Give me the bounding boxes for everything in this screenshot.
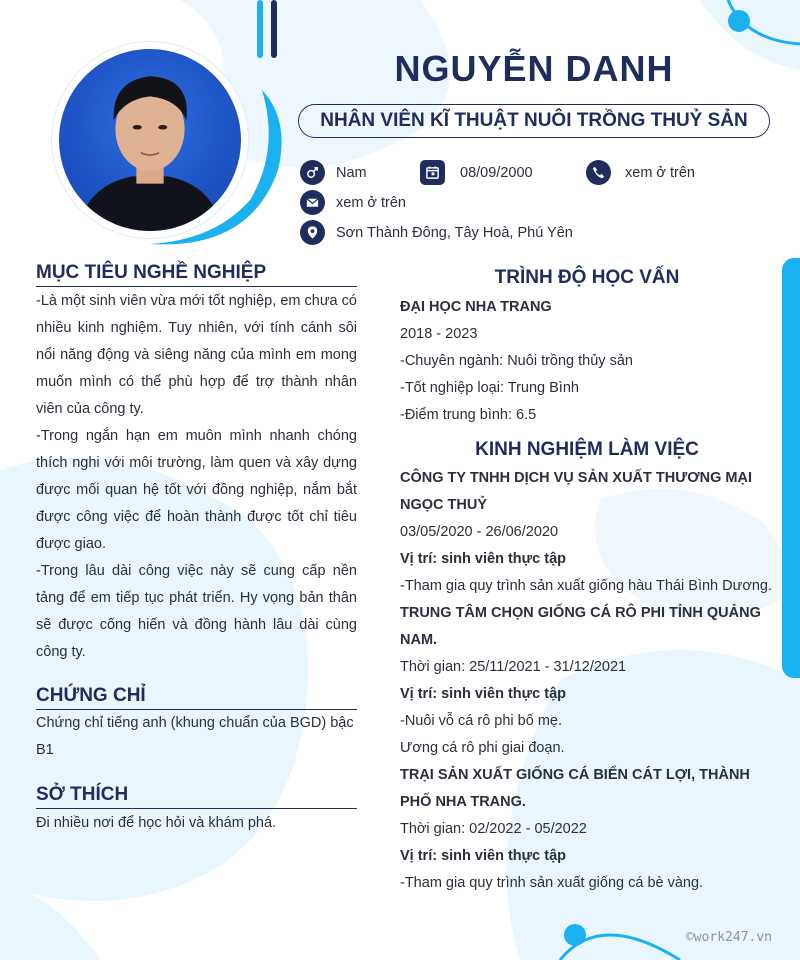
- experience-section: [400, 436, 774, 897]
- job-time: Thời gian: 02/2022 - 05/2022: [400, 821, 587, 837]
- job-position: Vị trí: sinh viên thực tập: [400, 551, 566, 567]
- job-description: Ương cá rô phi giai đoạn.: [400, 740, 565, 756]
- hobbies-divider: [36, 808, 357, 809]
- job-time: Thời gian: 25/11/2021 - 31/12/2021: [400, 659, 627, 675]
- job-description: -Tham gia quy trình sản xuất giống hàu Thái Bình Dương.: [400, 578, 772, 594]
- job-position: Vị trí: sinh viên thực tập: [400, 686, 566, 702]
- phone-icon: [586, 160, 611, 185]
- email-icon: [300, 190, 325, 215]
- education-section: [400, 264, 774, 429]
- education-grade: -Tốt nghiệp loại: Trung Bình: [400, 380, 579, 396]
- job-time: 03/05/2020 - 26/06/2020: [400, 524, 559, 540]
- job-title: NHÂN VIÊN KĨ THUẬT NUÔI TRỒNG THUỶ SẢN: [298, 104, 770, 138]
- objective-paragraph-2: -Trong ngắn hạn em muôn mình nhanh chóng thích nghi với môi trường, làm quen và xây dựng được mối quan hệ tốt với đồng nghiệp, nắm bắt được công việc để hoàn thành được tốt chỉ tiêu được giao.: [36, 428, 357, 552]
- contact-gender: [300, 160, 367, 185]
- contact-birthday: [420, 160, 533, 185]
- avatar: [52, 42, 248, 238]
- objective-divider: [36, 286, 357, 287]
- education-school: ĐẠI HỌC NHA TRANG: [400, 299, 552, 315]
- objective-title: MỤC TIÊU NGHỀ NGHIỆP: [36, 262, 267, 283]
- hobbies-text: Đi nhiều nơi để học hỏi và khám phá.: [36, 815, 277, 831]
- certificates-text: Chứng chỉ tiếng anh (khung chuẩn của BGD) bậc B1: [36, 715, 354, 758]
- job-description: -Nuôi vỗ cá rô phi bố mẹ.: [400, 713, 562, 729]
- contact-email: [300, 190, 406, 215]
- birthday-value: 08/09/2000: [460, 164, 533, 181]
- email-value: xem ở trên: [336, 194, 406, 211]
- contact-address: [300, 220, 573, 245]
- education-gpa: -Điểm trung bình: 6.5: [400, 407, 537, 423]
- job-company: TRUNG TÂM CHỌN GIỐNG CÁ RÔ PHI TỈNH QUẢNG NAM.: [400, 605, 761, 648]
- objective-paragraph-1: -Là một sinh viên vừa mới tốt nghiệp, em chưa có nhiều kinh nghiệm. Tuy nhiên, với tính cánh sôi nổi năng động và siêng năng của mình em mong muốn mình có thể phù hợp để trợ thành nhân viên của công ty.: [36, 293, 357, 417]
- watermark: ©work247.vn: [685, 930, 772, 945]
- phone-value: xem ở trên: [625, 164, 695, 181]
- experience-title: KINH NGHIỆM LÀM VIỆC: [475, 439, 699, 460]
- location-icon: [300, 220, 325, 245]
- avatar-frame: [40, 30, 260, 250]
- job-description: -Tham gia quy trình sản xuất giống cá bè vàng.: [400, 875, 704, 891]
- education-title: TRÌNH ĐỘ HỌC VẤN: [494, 267, 680, 288]
- hobbies-title: SỞ THÍCH: [36, 784, 129, 805]
- objective-body: [36, 288, 357, 666]
- gender-value: Nam: [336, 164, 367, 181]
- education-major: -Chuyên ngành: Nuôi trồng thủy sản: [400, 353, 633, 369]
- address-value: Sơn Thành Đông, Tây Hoà, Phú Yên: [336, 224, 573, 241]
- calendar-icon: [420, 160, 445, 185]
- contact-phone: [586, 160, 695, 185]
- objective-paragraph-3: -Trong lâu dài công việc này sẽ cung cấp nền tảng để em tiếp tục phát triển. Hy vọng bản thân sẽ được cống hiến và đồng hành lâu dài cùng công ty.: [36, 563, 357, 660]
- job-position: Vị trí: sinh viên thực tập: [400, 848, 566, 864]
- job-company: CÔNG TY TNHH DỊCH VỤ SẢN XUẤT THƯƠNG MẠI NGỌC THUỶ: [400, 470, 752, 513]
- gender-icon: [300, 160, 325, 185]
- certificates-title: CHỨNG CHỈ: [36, 685, 146, 706]
- education-years: 2018 - 2023: [400, 326, 478, 342]
- job-company: TRẠI SẢN XUẤT GIỐNG CÁ BIỂN CÁT LỢI, THÀNH PHỐ NHA TRANG.: [400, 767, 750, 810]
- full-name: NGUYỄN DANH: [394, 48, 674, 89]
